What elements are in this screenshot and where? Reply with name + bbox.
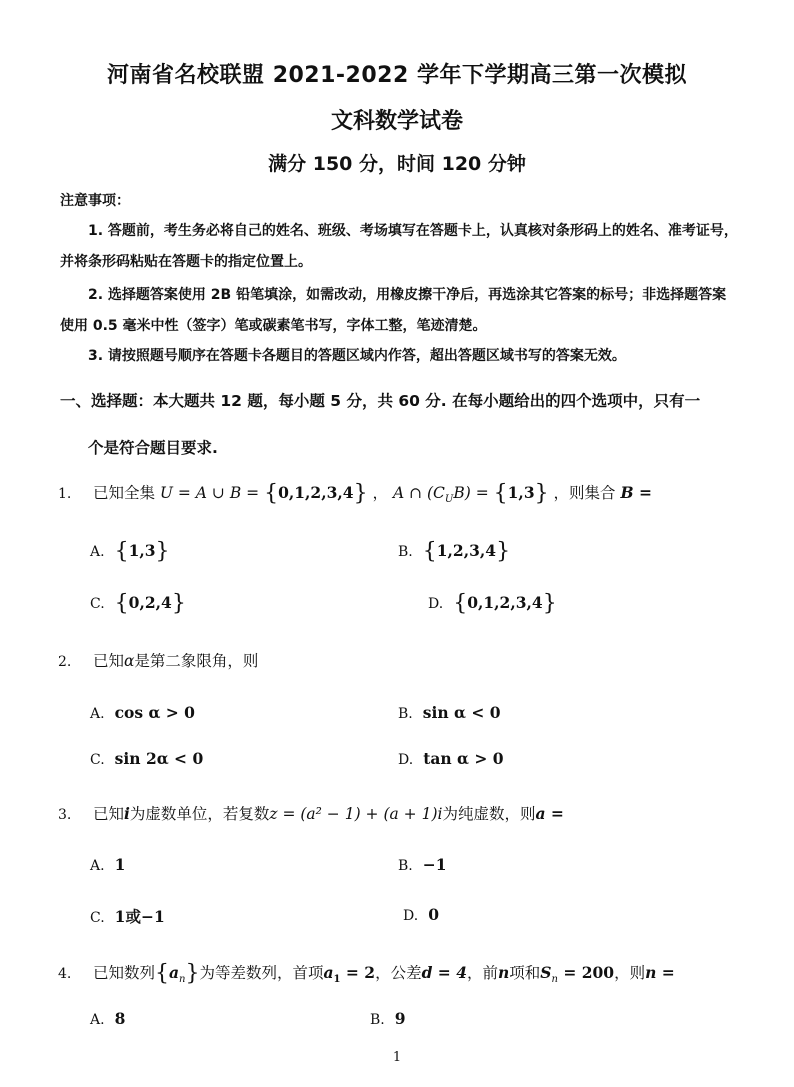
question-number: 2. [58,654,72,670]
option-2a[interactable]: A. cos α > 0 [90,703,195,722]
option-1a[interactable]: A. {1,3} [90,539,170,564]
question-2: 2. 已知α是第二象限角，则 [58,652,259,670]
option-2c[interactable]: C. sin 2α < 0 [90,749,204,768]
option-3d[interactable]: D. 0 [403,905,439,924]
page-number: 1 [392,1050,402,1065]
math-expr: U = A ∪ B = [159,484,265,502]
option-1d[interactable]: D. {0,1,2,3,4} [428,591,557,616]
question-text: 已知全集 [92,484,155,502]
section-line-1: 一、选择题：本大题共 12 题，每小题 5 分，共 60 分. 在每小题给出的四个选项中，只有一 [60,392,701,410]
option-3b[interactable]: B. −1 [398,855,447,874]
question-text: 已知 [92,805,124,823]
math-expr: z = (a² − 1) + (a + 1)i [269,805,443,823]
option-2b[interactable]: B. sin α < 0 [398,703,501,722]
section-heading [60,378,740,472]
question-number: 1. [58,486,72,502]
set-value: 1,3 [507,483,535,502]
question-text: 已知数列 [92,964,155,982]
option-2d[interactable]: D. tan α > 0 [398,749,504,768]
option-1b[interactable]: B. {1,2,3,4} [398,539,511,564]
note-1: 1. 答题前，考生务必将自己的姓名、班级、考场填写在答题卡上，认真核对条形码上的姓名、准考证号，并将条形码粘贴在答题卡的指定位置上。 [60,223,738,270]
question-text: 已知 [92,652,124,670]
math-expr: A ∩ (C [392,484,445,502]
set-value: 0,1,2,3,4 [278,483,354,502]
option-3a[interactable]: A. 1 [90,855,126,874]
question-1: 1. 已知全集 U = A ∪ B = {0,1,2,3,4} ， A ∩ $(C_UB) = \{1,3\}$ ，则集合 B = [58,481,652,506]
question-number: 3. [58,807,72,823]
option-1c[interactable]: C. {0,2,4} [90,591,186,616]
exam-title: 河南省名校联盟 2021-2022 学年下学期高三第一次模拟 [107,63,687,88]
option-3c[interactable]: C. 1或−1 [90,907,165,926]
question-number: 4. [58,966,72,982]
note-2: 2. 选择题答案使用 2B 铅笔填涂，如需改动，用橡皮擦干净后，再选涂其它答案的标号；非选择题答案使用 0.5 毫米中性（签字）笔或碳素笔书写，字体工整，笔迹清楚。 [60,287,727,334]
option-4b[interactable]: B. 9 [370,1009,406,1028]
exam-info: 满分 150 分，时间 120 分钟 [268,153,526,175]
question-3: 3. 已知i为虚数单位，若复数z = (a² − 1) + (a + 1)i为纯虚数，则a = [58,804,564,823]
option-4a[interactable]: A. 8 [90,1009,126,1028]
section-line-2: 个是符合题目要求. [88,439,218,457]
notes-heading: 注意事项： [60,193,130,209]
question-4: 4. 已知数列$\{a_n\}$为等差数列，首项$a_1 = 2$，公差d = 4，前n项和$S_n = 200$，则n = [58,961,675,986]
exam-subtitle: 文科数学试卷 [330,109,463,134]
note-3: 3. 请按照题号顺序在答题卡各题目的答题区域内作答，超出答题区域书写的答案无效。 [88,348,626,364]
